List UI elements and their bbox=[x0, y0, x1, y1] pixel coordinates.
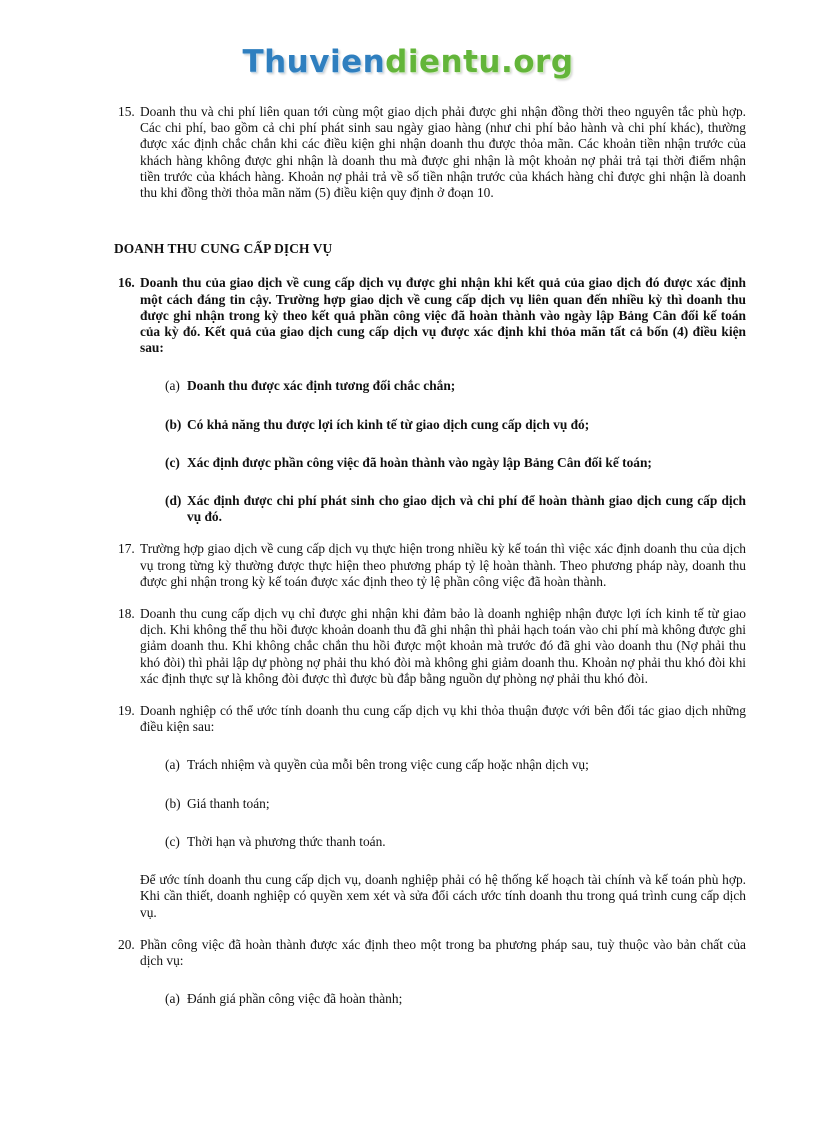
paragraph-17 bbox=[118, 541, 746, 590]
list-item-text: Thời hạn và phương thức thanh toán. bbox=[187, 833, 386, 849]
paragraph-number: 19. bbox=[118, 703, 135, 719]
list-item-text: Giá thanh toán; bbox=[187, 795, 270, 811]
list-item-text: Đánh giá phần công việc đã hoàn thành; bbox=[187, 991, 403, 1007]
paragraph-text: Doanh thu cung cấp dịch vụ chỉ được ghi nhận khi đảm bảo là doanh nghiệp nhận được lợi ích kinh tế từ giao dịch. Khi không thể thu hồi được khoản doanh thu đã ghi nhận thì phải hạch toán vào chi phí mà không được ghi giảm doanh thu. Khi không chắc chắn thu hồi được một khoản mà trước đó đã ghi vào doanh thu (Nợ phải thu khó đòi) thì phải lập dự phòng nợ phải thu khó đòi mà không ghi giảm doanh thu. Khoản nợ phải thu khó đòi khi xác định thực sự là không đòi được thì được bù đắp bằng nguồn dự phòng nợ phải thu khó đòi. bbox=[140, 606, 746, 686]
list-item bbox=[165, 991, 746, 1007]
list-item-label: (c) bbox=[165, 833, 180, 849]
paragraph-16 bbox=[118, 275, 746, 356]
section-heading: DOANH THU CUNG CẤP DỊCH VỤ bbox=[114, 241, 333, 257]
paragraph-number: 16. bbox=[118, 275, 135, 291]
list-item-label: (b) bbox=[165, 416, 182, 432]
list-item bbox=[165, 417, 746, 433]
paragraph-18 bbox=[118, 606, 746, 687]
list-item bbox=[165, 378, 746, 394]
paragraph-text: Doanh nghiệp có thể ước tính doanh thu cung cấp dịch vụ khi thỏa thuận được với bên đối tác giao dịch những điều kiện sau: bbox=[140, 703, 746, 735]
list-item bbox=[165, 455, 746, 471]
list-item bbox=[165, 796, 746, 812]
list-item-text: Xác định được phần công việc đã hoàn thành vào ngày lập Bảng Cân đối kế toán; bbox=[187, 454, 652, 470]
list-item-text: Trách nhiệm và quyền của mỗi bên trong việc cung cấp hoặc nhận dịch vụ; bbox=[187, 757, 589, 773]
paragraph-text: Trường hợp giao dịch về cung cấp dịch vụ thực hiện trong nhiều kỳ kế toán thì việc xác định doanh thu của dịch vụ trong từng kỳ thường được thực hiện theo phương pháp tỷ lệ hoàn thành. Theo phương pháp này, doanh thu được ghi nhận trong kỳ kế toán được xác định theo tỷ lệ phần công việc đã hoàn thành. bbox=[140, 541, 746, 589]
list-item-text: Xác định được chi phí phát sinh cho giao dịch và chi phí để hoàn thành giao dịch cung cấp dịch vụ đó. bbox=[187, 493, 746, 525]
paragraph-text: Phần công việc đã hoàn thành được xác định theo một trong ba phương pháp sau, tuỳ thuộc vào bản chất của dịch vụ: bbox=[140, 936, 746, 968]
list-item-text: Có khả năng thu được lợi ích kinh tế từ giao dịch cung cấp dịch vụ đó; bbox=[187, 416, 590, 432]
list-item bbox=[165, 757, 746, 773]
document-body bbox=[114, 104, 746, 1023]
list-item-label: (c) bbox=[165, 454, 180, 470]
paragraph-number: 18. bbox=[118, 606, 135, 622]
paragraph-19 bbox=[118, 703, 746, 735]
paragraph-19-closing: Để ước tính doanh thu cung cấp dịch vụ, doanh nghiệp phải có hệ thống kế hoạch tài chính và kế toán phù hợp. Khi cần thiết, doanh nghiệp có quyền xem xét và sửa đổi cách ước tính doanh thu trong quá trình cung cấp dịch vụ. bbox=[140, 872, 746, 920]
list-item-label: (a) bbox=[165, 991, 180, 1007]
list-item bbox=[165, 834, 746, 850]
list-item-label: (b) bbox=[165, 795, 181, 811]
paragraph-number: 20. bbox=[118, 936, 135, 952]
logo-text-part1: Thuvien bbox=[242, 44, 386, 80]
paragraph-20 bbox=[118, 937, 746, 969]
paragraph-15 bbox=[118, 104, 746, 201]
paragraph-number: 17. bbox=[118, 541, 135, 557]
list-item-text: Doanh thu được xác định tương đối chắc chắn; bbox=[187, 378, 456, 394]
paragraph-text: Doanh thu của giao dịch về cung cấp dịch vụ được ghi nhận khi kết quả của giao dịch đó được xác định một cách đáng tin cậy. Trường hợp giao dịch về cung cấp dịch vụ liên quan đến nhiều kỳ thì doanh thu được ghi nhận trong kỳ theo kết quả phần công việc đã hoàn thành vào ngày lập Bảng Cân đối kế toán của kỳ đó. Kết quả của giao dịch cung cấp dịch vụ được xác định khi thỏa mãn tất cả bốn (4) điều kiện sau: bbox=[140, 275, 746, 356]
paragraph-text: Doanh thu và chi phí liên quan tới cùng một giao dịch phải được ghi nhận đồng thời theo nguyên tắc phù hợp. Các chi phí, bao gồm cả chi phí phát sinh sau ngày giao hàng (như chi phí bảo hành và chi phí khác), thường được xác định chắc chắn khi các điều kiện ghi nhận doanh thu được thỏa mãn. Các khoản tiền nhận trước của khách hàng không được ghi nhận là doanh thu mà được ghi nhận là một khoản nợ phải trả tại thời điểm nhận tiền trước của khách hàng. Khoản nợ phải trả về số tiền nhận trước của khách hàng chỉ được ghi nhận là doanh thu khi đồng thời thỏa mãn năm (5) điều kiện quy định ở đoạn 10. bbox=[140, 104, 746, 201]
list-item bbox=[165, 493, 746, 525]
list-item-label: (d) bbox=[165, 493, 182, 509]
site-logo bbox=[0, 42, 816, 82]
paragraph-number: 15. bbox=[118, 104, 135, 119]
logo-text-part2: dientu.org bbox=[385, 44, 574, 80]
list-item-label: (a) bbox=[165, 378, 180, 394]
list-item-label: (a) bbox=[165, 757, 180, 773]
